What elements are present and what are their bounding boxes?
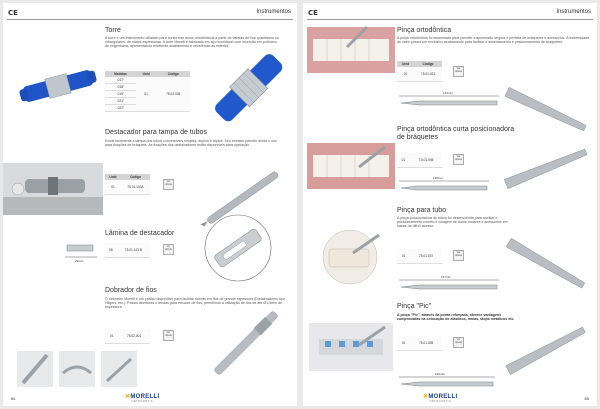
right-page — [303, 3, 597, 406]
torre-size: .017" — [105, 77, 136, 84]
torre-description: A torre é um instrumento utilizado para conformar arcos ortodônticos a partir de varetas de fios quadrados ou retangulares, de vários espessuras. A torre Morelli é fabricada em aço inoxidável com inserção em polímero de engenharia, apresentando excelente acabamento e resistência às esteriliz. — [105, 36, 279, 49]
destacador-unit: 01 — [105, 180, 121, 195]
torre-closeup-photo — [203, 53, 293, 121]
pinca-curta-diagram — [399, 180, 489, 194]
pinca-pic-photo — [499, 325, 594, 375]
pinca-tubo-dimension: 137mm — [441, 275, 452, 279]
lamina-photo — [203, 213, 273, 283]
pinca-pic-description: A pinça "Pic", através da ponta reforçada, oferece vantagens comprovadas na colocação de elásticos, molas, stops metálicos etc. — [397, 313, 515, 322]
teeth-photo-2 — [307, 143, 395, 189]
pinca-pic-tag: Ver tabela — [453, 337, 464, 348]
dobrador-instrument — [198, 308, 294, 378]
morelli-logo: ✕MORELLI ORTODONTIA — [125, 394, 160, 403]
destacador-title: Destacador para tampa de tubos — [105, 129, 207, 136]
tubo-photo — [309, 229, 391, 285]
pinca-pic-unit: 01 — [397, 336, 410, 351]
lamina-title: Lâmina de destacador — [105, 230, 175, 237]
pinca-curta-dimension: 118mm — [433, 176, 443, 180]
pinca-curta-title: Pinça ortodôntica curta posicionadora — [397, 126, 515, 133]
pinca-pic-title: Pinça "Pic" — [397, 303, 432, 310]
pinca-pic-code: 75.01.028 — [410, 336, 442, 351]
torre-table — [105, 71, 190, 112]
destacador-code: 75.01.143A — [121, 180, 150, 195]
destacador-col-unid: Unid — [105, 174, 121, 180]
left-page — [3, 3, 297, 406]
page-number: 84 — [11, 396, 16, 401]
destacador-photo — [3, 163, 103, 215]
dobrador-table — [105, 329, 150, 344]
pinca-tubo-diagram — [399, 279, 499, 293]
torre-col-unid: Unid — [136, 71, 156, 77]
pinca-tubo-code: 75.01.037 — [410, 249, 442, 264]
lamina-dimension: 29mm — [75, 259, 84, 263]
pinca-tubo-description: A pinça posicionadora de tubos foi desenvolvida para auxiliar o posicionamento correto e colagem de tubos molares e acessórios em bases de difícil acesso. — [397, 216, 508, 229]
pinca-ortodontica-diagram — [399, 95, 499, 109]
page-number: 85 — [584, 396, 589, 401]
teeth-photo-1 — [307, 27, 395, 73]
destacador-description: Extrai facilmente a tampa dos tubos conversíveis simples, duplos e triplos. Seu encaixe permite ainda o uso para fixações de bráquete. As fixações dos destacadores estão disponíveis para operação. — [105, 139, 277, 148]
pinca-tubo-photo — [499, 239, 594, 289]
dobrador-title: Dobrador de fios — [105, 287, 157, 294]
pinca-ortodontica-unit: 01 — [397, 67, 414, 82]
pinca-pic-dimension: 130mm — [435, 372, 446, 376]
dobrador-photos — [17, 351, 137, 387]
pinca-ortodontica-tag: Ver tabela — [453, 66, 464, 77]
pinca-pic-table — [397, 336, 442, 351]
lamina-unit: 06 — [105, 243, 117, 258]
ce-mark: CE — [8, 9, 18, 17]
torre-size: .018" — [105, 84, 136, 91]
dobrador-unit: 01 — [105, 329, 118, 344]
header-bar — [7, 9, 293, 20]
dobrador-tag: Ver tabela — [163, 330, 174, 341]
pinca-ortodontica-col-codigo: Código — [414, 61, 442, 67]
torre-col-codigo: Código — [156, 71, 190, 77]
destacador-tag: Ver tabela — [163, 179, 174, 190]
ce-mark: CE — [308, 9, 318, 17]
pinca-curta-code: 7.5.01.946 — [410, 153, 442, 168]
pinca-ortodontica-title: Pinça ortodôntica — [397, 27, 452, 34]
pinca-pic-diagram — [399, 376, 495, 390]
torre-photo — [13, 61, 103, 111]
torre-size: .019" — [105, 91, 136, 98]
pinca-curta-table — [397, 153, 442, 168]
pinca-tubo-table — [397, 249, 442, 264]
pinca-curta-photo — [499, 143, 594, 193]
torre-size: .021" — [105, 98, 136, 105]
morelli-logo: ✕MORELLI ORTODONTIA — [423, 394, 458, 403]
torre-title: Torre — [105, 27, 121, 34]
pinca-tubo-title: Pinça para tubo — [397, 207, 447, 214]
dobrador-description: O dobrador Morelli é um prático dispositivo para facilitar dobras em fios de grande espessura (Distalizadores tipo Hilgers, etc.). Possui aberturas e fendas para encaixe de fios, permitindo a utilização de fios de até Ø1,5mm de espessura. — [105, 297, 285, 310]
section-label: Instrumentos — [256, 9, 291, 15]
pinca-curta-title-line2: de bráquetes — [397, 134, 438, 141]
pinca-ortodontica-col-unid: Unid — [397, 61, 414, 67]
destacador-col-codigo: Código — [121, 174, 150, 180]
pinca-ortodontica-code: 75.01.023 — [414, 67, 442, 82]
lamina-code: 75.01.143 B — [117, 243, 150, 258]
torre-col-medidas: Medidas — [105, 71, 136, 77]
torre-code: 75.02.005 — [156, 77, 190, 112]
pinca-ortodontica-description: A pinça ortodôntica foi desenhada para permitir a apreensão segura e perfeita de bráquetes e acessórios. A extremidade de cabo possui um exclusivo acabamento para facilitar o assentamento e posicionamento de bráquetes. — [397, 36, 590, 45]
pinca-curta-unit: 01 — [397, 153, 410, 168]
lamina-tag: Ver tabela — [163, 244, 174, 255]
section-label: Instrumentos — [556, 9, 591, 15]
header-bar — [307, 9, 593, 20]
pinca-ortodontica-table — [397, 61, 442, 82]
torre-unit: 01 — [136, 77, 156, 112]
pinca-curta-tag: Ver tabela — [453, 154, 464, 165]
pinca-tubo-tag: Ver tabela — [453, 250, 464, 261]
pinca-tubo-unit: 01 — [397, 249, 410, 264]
torre-size: .022" — [105, 105, 136, 112]
pic-photo — [309, 323, 393, 371]
pinca-ortodontica-dimension: 142mm — [443, 91, 454, 95]
lamina-table — [105, 243, 150, 258]
dobrador-code: 75.02.001 — [118, 329, 150, 344]
destacador-table — [105, 174, 150, 195]
